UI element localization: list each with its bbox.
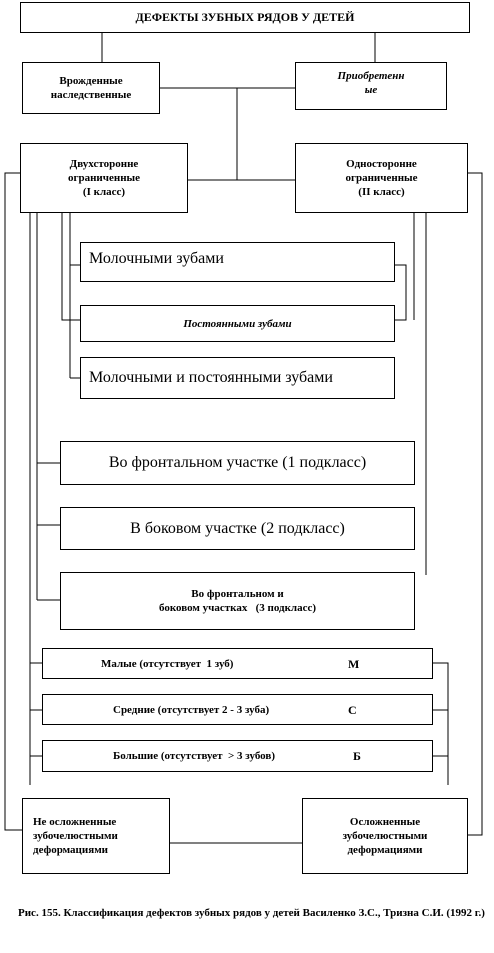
complicated-line-3: деформациями	[347, 844, 423, 856]
unilateral-line-2: ограниченные	[345, 172, 418, 184]
acquired-line-1: Приобретенн	[337, 70, 405, 82]
congenital-box	[22, 62, 160, 114]
teeth-permanent-box	[80, 305, 395, 342]
uncomplicated-line-3: деформациями	[33, 844, 109, 856]
teeth-mixed-label: Молочными и постоянными зубами	[89, 369, 333, 386]
bilateral-line-3: (I класс)	[82, 186, 126, 198]
size-small-box	[42, 648, 433, 679]
size-small-label: Малые (отсутствует 1 зуб)	[101, 657, 234, 670]
size-medium-code: С	[348, 702, 357, 717]
location-both-line-2: боковом участках (3 подкласс)	[158, 602, 317, 614]
location-frontal-box	[60, 441, 415, 485]
location-lateral-box	[60, 507, 415, 550]
size-large-box	[42, 740, 433, 772]
size-large-label: Большие (отсутствует > 3 зубов)	[113, 750, 275, 762]
unilateral-line-3: (II класс)	[358, 186, 405, 198]
bilateral-line-2: ограниченные	[67, 172, 141, 184]
unilateral-box	[295, 143, 468, 213]
teeth-mixed-box	[80, 357, 395, 399]
complicated-line-1: Осложненные	[349, 816, 421, 828]
size-medium-label: Средние (отсутствует 2 - 3 зуба)	[113, 703, 270, 716]
acquired-box	[295, 62, 447, 110]
size-large-code: Б	[353, 749, 361, 763]
location-frontal-label: Во фронтальном участке (1 подкласс)	[108, 454, 367, 471]
diagram-title: ДЕФЕКТЫ ЗУБНЫХ РЯДОВ У ДЕТЕЙ	[135, 10, 355, 24]
uncomplicated-box	[22, 798, 170, 874]
teeth-deciduous-label: Молочными зубами	[89, 250, 224, 267]
teeth-permanent-label: Постоянными зубами	[183, 317, 292, 330]
complicated-box	[302, 798, 468, 874]
title-box	[20, 2, 470, 33]
figure-caption: Рис. 155. Классификация дефектов зубных рядов у детей Василенко З.С., Тризна С.И. (1992 г.)	[18, 907, 485, 919]
location-both-line-1: Во фронтальном и	[191, 588, 284, 600]
complicated-line-2: зубочелюстными	[342, 830, 428, 842]
bilateral-box	[20, 143, 188, 213]
teeth-deciduous-box	[80, 242, 395, 282]
uncomplicated-line-2: зубочелюстными	[33, 830, 118, 842]
bilateral-line-1: Двухсторонне	[69, 158, 139, 170]
congenital-line-1: Врожденные	[59, 75, 123, 87]
location-lateral-label: В боковом участке (2 подкласс)	[130, 519, 345, 537]
unilateral-line-1: Односторонне	[346, 158, 417, 170]
location-both-box	[60, 572, 415, 630]
size-small-code: М	[348, 656, 360, 671]
uncomplicated-line-1: Не осложненные	[33, 816, 117, 828]
size-medium-box	[42, 694, 433, 725]
congenital-line-2: наследственные	[50, 89, 132, 101]
acquired-line-2: ые	[364, 84, 378, 96]
